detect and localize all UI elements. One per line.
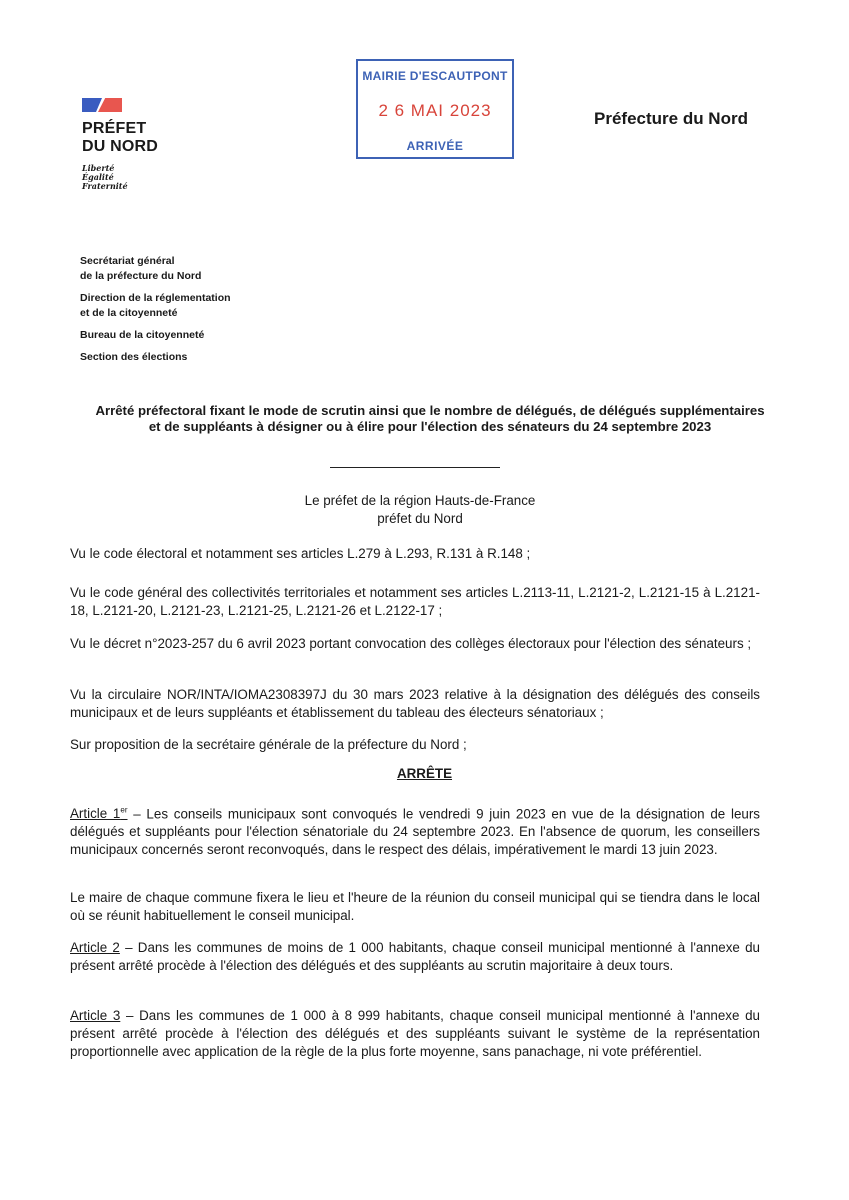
vu-paragraph: Vu le code général des collectivités territoriales et notamment ses articles L.2113-11, L.2121-2, L.2121-15 à L.2121-18, L.2121-20, L.2121-23, L.2121-25, L.2121-26 et L.2122-17 ; [70,585,760,618]
logo-title-line2: DU NORD [82,138,159,155]
header-prefecture: Préfecture du Nord [594,109,748,128]
prefet-line: Le préfet de la région Hauts-de-France [304,493,536,508]
article-1 [70,802,760,859]
motto-fraternite: Fraternité [82,181,128,191]
vu-paragraph: Vu le décret n°2023-257 du 6 avril 2023 portant convocation des collèges électoraux pour l'élection des sénateurs ; [70,636,752,651]
article-3 [70,1007,760,1061]
prefet-heading [200,492,640,528]
service-line: Section des élections [80,351,188,363]
article-1-paragraph-2: Le maire de chaque commune fixera le lieu et l'heure de la réunion du conseil municipal qui se tiendra dans le local où se réunit habituellement le conseil municipal. [70,890,760,923]
service-line: Secrétariat général [80,255,175,267]
vu-paragraph: Vu le code électoral et notamment ses articles L.279 à L.293, R.131 à R.148 ; [70,546,531,561]
vu-paragraph: Sur proposition de la secrétaire générale de la préfecture du Nord ; [70,737,467,752]
document-title: Arrêté préfectoral fixant le mode de scrutin ainsi que le nombre de délégués, de délégués supplémentaires et de suppléants à désigner ou à élire pour l'élection des sénateurs du 24 septembre 2023 [95,403,765,434]
prefet-line: préfet du Nord [377,511,463,526]
article-2-text: – Dans les communes de moins de 1 000 habitants, chaque conseil municipal mentionné à l'annexe du présent arrêté procède à l'élection des délégués et des suppléants au scrutin majoritaire à deux tours. [70,940,760,973]
prefet-logo [82,98,192,191]
service-line: Bureau de la citoyenneté [80,329,205,341]
stamp-date: 2 6 MAI 2023 [378,101,492,120]
motto-liberte: Liberté [82,163,115,173]
article-2-label: Article 2 [70,940,120,955]
stamp-mairie: MAIRIE D'ESCAUTPONT [362,69,508,83]
title-divider [330,467,500,468]
article-3-text: – Dans les communes de 1 000 à 8 999 habitants, chaque conseil municipal mentionné à l'annexe du présent arrêté procède à l'élection des délégués et des suppléants suivant le système de la représentation proportionnelle avec application de la règle de la plus forte moyenne, sans panachage, ni vote préférentiel. [70,1008,760,1059]
article-2 [70,939,760,975]
service-line: et de la citoyenneté [80,307,178,319]
logo-title-line1: PRÉFET [82,120,147,137]
arrete-heading: ARRÊTE [396,766,453,781]
stamp-arrivee: ARRIVÉE [406,139,464,153]
article-1-text: – Les conseils municipaux sont convoqués le vendredi 9 juin 2023 en vue de la désignation de leurs délégués et suppléants pour l'élection sénatoriale du 24 septembre 2023. En l'absence de quorum, les conseillers municipaux concernés seront reconvoqués, dans le respect des délais, impérativement le mardi 13 juin 2023. [70,806,760,858]
service-block [80,254,231,372]
vu-paragraph: Vu la circulaire NOR/INTA/IOMA2308397J du 30 mars 2023 relative à la désignation des délégués des conseils municipaux et de leurs suppléants et établissement du tableau des électeurs sénatoriaux ; [70,687,760,720]
service-line: de la préfecture du Nord [80,270,202,282]
service-line: Direction de la réglementation [80,292,231,304]
motto-egalite: Égalité [82,172,114,182]
marianne-flag-icon [82,98,126,112]
reception-stamp [356,59,514,159]
article-1-label: Article 1er [70,806,128,822]
article-3-label: Article 3 [70,1008,121,1023]
